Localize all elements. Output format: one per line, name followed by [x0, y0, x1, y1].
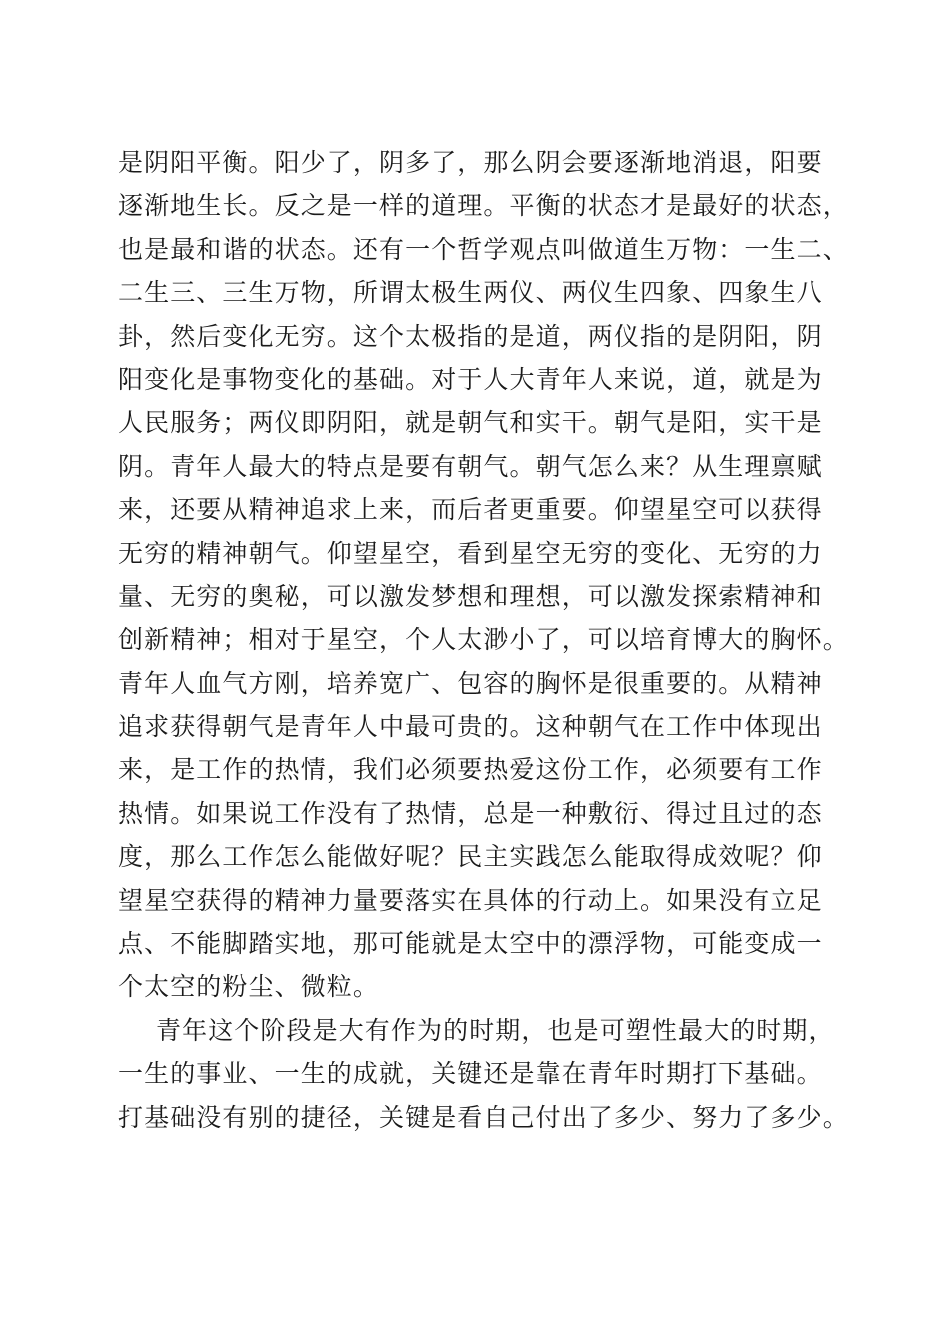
text-line: 逐渐地生长。反之是一样的道理。平衡的状态才是最好的状态，: [118, 191, 849, 221]
text-line: 创新精神；相对于星空，个人太渺小了，可以培育博大的胸怀。: [118, 625, 849, 655]
body-text: [118, 141, 849, 1139]
text-line: 热情。如果说工作没有了热情，总是一种敷衍、得过且过的态: [118, 798, 823, 828]
text-line: 量、无穷的奥秘，可以激发梦想和理想，可以激发探索精神和: [118, 581, 823, 611]
text-line: 来，是工作的热情，我们必须要热爱这份工作，必须要有工作: [118, 755, 823, 785]
text-line: 点、不能脚踏实地，那可能就是太空中的漂浮物，可能变成一: [118, 929, 823, 959]
text-line: 青年这个阶段是大有作为的时期，也是可塑性最大的时期，: [156, 1015, 835, 1045]
text-line: 来，还要从精神追求上来，而后者更重要。仰望星空可以获得: [118, 495, 823, 525]
text-line: 青年人血气方刚，培养宽广、包容的胸怀是很重要的。从精神: [118, 668, 823, 698]
text-line: 个太空的粉尘、微粒。: [118, 972, 380, 1002]
text-line: 阳变化是事物变化的基础。对于人大青年人来说，道，就是为: [118, 364, 823, 394]
text-line: 望星空获得的精神力量要落实在具体的行动上。如果没有立足: [118, 885, 823, 915]
text-line: 追求获得朝气是青年人中最可贵的。这种朝气在工作中体现出: [118, 712, 823, 742]
text-line: 卦，然后变化无穷。这个太极指的是道，两仪指的是阴阳，阴: [118, 321, 823, 351]
text-line: 打基础没有别的捷径，关键是看自己付出了多少、努力了多少。: [118, 1102, 849, 1132]
text-line: 度，那么工作怎么能做好呢？民主实践怎么能取得成效呢？仰: [118, 842, 823, 872]
text-line: 也是最和谐的状态。还有一个哲学观点叫做道生万物：一生二、: [118, 234, 849, 264]
paragraph-2: [118, 1009, 849, 1139]
text-line: 阴。青年人最大的特点是要有朝气。朝气怎么来？从生理禀赋: [118, 451, 823, 481]
text-line: 一生的事业、一生的成就，关键还是靠在青年时期打下基础。: [118, 1059, 823, 1089]
text-line: 人民服务；两仪即阴阳，就是朝气和实干。朝气是阳，实干是: [118, 408, 823, 438]
text-line: 二生三、三生万物，所谓太极生两仪、两仪生四象、四象生八: [118, 278, 823, 308]
text-line: 是阴阳平衡。阳少了，阴多了，那么阴会要逐渐地消退，阳要: [118, 148, 823, 177]
paragraph-1: [118, 141, 849, 1009]
text-line: 无穷的精神朝气。仰望星空，看到星空无穷的变化、无穷的力: [118, 538, 823, 568]
